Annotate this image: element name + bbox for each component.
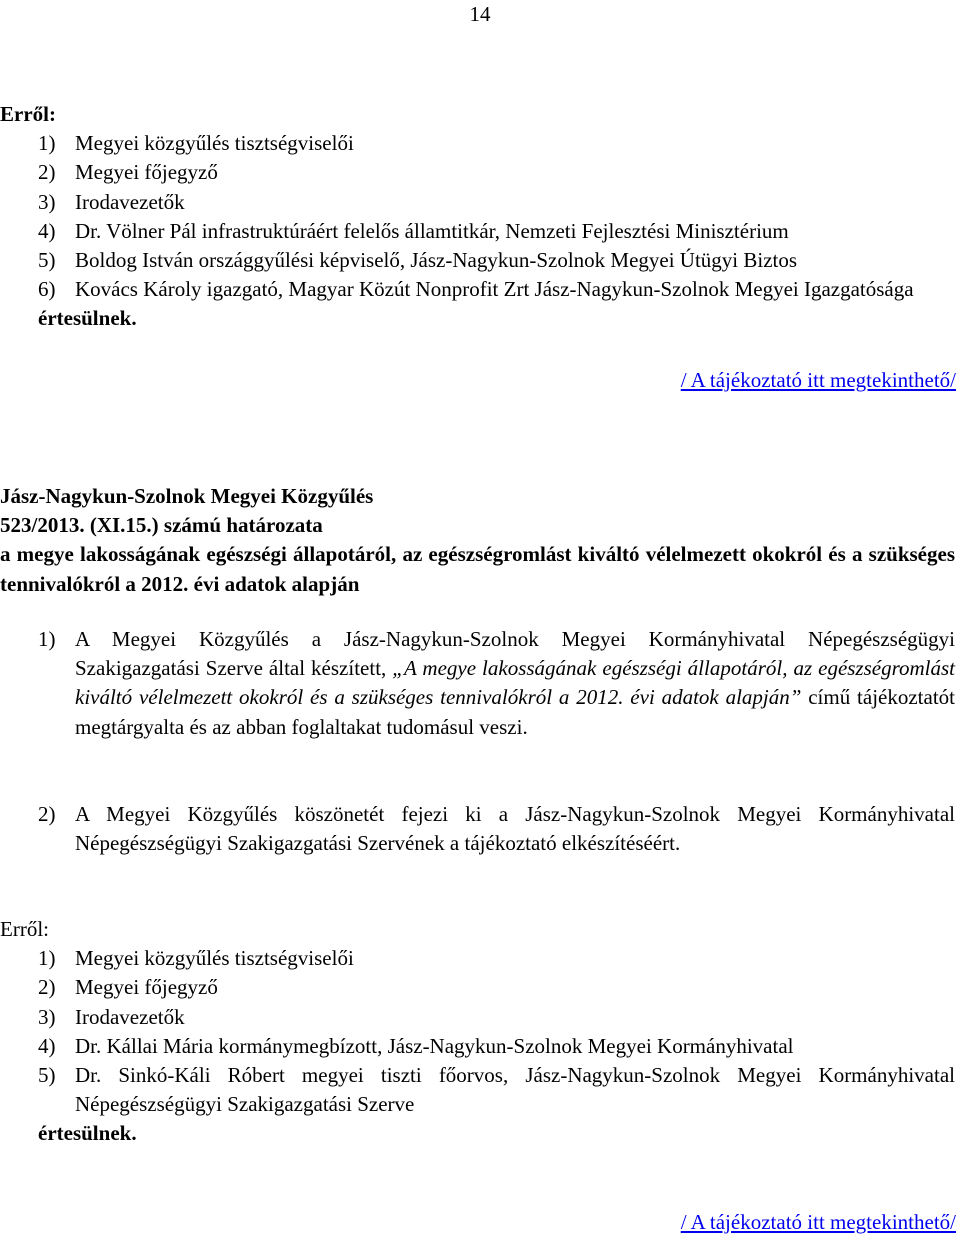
closing-text: értesülnek. bbox=[38, 306, 137, 331]
resolution-point-1: 1) A Megyei Közgyűlés a Jász-Nagykun-Szolnok Megyei Kormányhivatal Népegészségügyi Szakigazgatási Szerve által készített, „A megye lakosságának egészségi állapotáról, az egészségromlást kiváltó vélelmezett okokról és a szükséges tennivalókról a 2012. évi adatok alapján” című tájékoztatót megtárgyalta és az abban foglaltakat tudomásul veszi. bbox=[38, 627, 956, 739]
details-link[interactable]: / A tájékoztató itt megtekinthető/ bbox=[680, 368, 956, 392]
recipients-list bbox=[0, 129, 955, 304]
list-item: 2) Megyei főjegyző bbox=[38, 975, 218, 1000]
list-item: 3) Irodavezetők bbox=[38, 189, 185, 214]
resolution-point-2: 2) A Megyei Közgyűlés köszönetét fejezi ki a Jász-Nagykun-Szolnok Megyei Kormányhivatal Népegészségügyi Szakigazgatási Szervének a tájékoztató elkészítéséért. bbox=[38, 802, 955, 856]
recipients-list bbox=[0, 944, 955, 1119]
list-item: 1) Megyei közgyűlés tisztségviselői bbox=[38, 131, 354, 156]
recipients-heading: Erről: bbox=[0, 102, 56, 126]
list-item: 3) Irodavezetők bbox=[38, 1004, 185, 1029]
list-item: 5) Boldog István országgyűlési képviselő, Jász-Nagykun-Szolnok Megyei Útügyi Biztos bbox=[38, 248, 798, 273]
recipients-heading: Erről: bbox=[0, 917, 49, 941]
list-item: 5) Dr. Sinkó-Káli Róbert megyei tiszti főorvos, Jász-Nagykun-Szolnok Megyei Kormányhivatal Népegészségügyi Szakigazgatási Szerve bbox=[38, 1063, 955, 1117]
recipients-section-1 bbox=[0, 100, 955, 334]
list-item: 4) Dr. Kállai Mária kormánymegbízott, Jász-Nagykun-Szolnok Megyei Kormányhivatal bbox=[38, 1033, 794, 1058]
list-item: 6) Kovács Károly igazgató, Magyar Közút Nonprofit Zrt Jász-Nagykun-Szolnok Megyei Igazgatósága bbox=[38, 277, 914, 302]
resolution-body: Jász-Nagykun-Szolnok Megyei Közgyűlés bbox=[0, 484, 374, 508]
details-link[interactable]: / A tájékoztató itt megtekinthető/ bbox=[680, 1210, 956, 1234]
resolution-subject: a megye lakosságának egészségi állapotáról, az egészségromlást kiváltó vélelmezett okokról és a szükséges tennivalókról a 2012. évi adatok alapján bbox=[0, 542, 955, 596]
page-number: 14 bbox=[469, 2, 491, 26]
recipients-section-2 bbox=[0, 915, 955, 1149]
list-item: 1) Megyei közgyűlés tisztségviselői bbox=[38, 946, 354, 971]
list-item: 2) Megyei főjegyző bbox=[38, 160, 218, 185]
list-item: 4) Dr. Völner Pál infrastruktúráért felelős államtitkár, Nemzeti Fejlesztési Minisztérium bbox=[38, 218, 789, 243]
resolution-number: 523/2013. (XI.15.) számú határozata bbox=[0, 513, 323, 538]
resolution-header bbox=[0, 482, 955, 599]
closing-text: értesülnek. bbox=[38, 1121, 137, 1146]
